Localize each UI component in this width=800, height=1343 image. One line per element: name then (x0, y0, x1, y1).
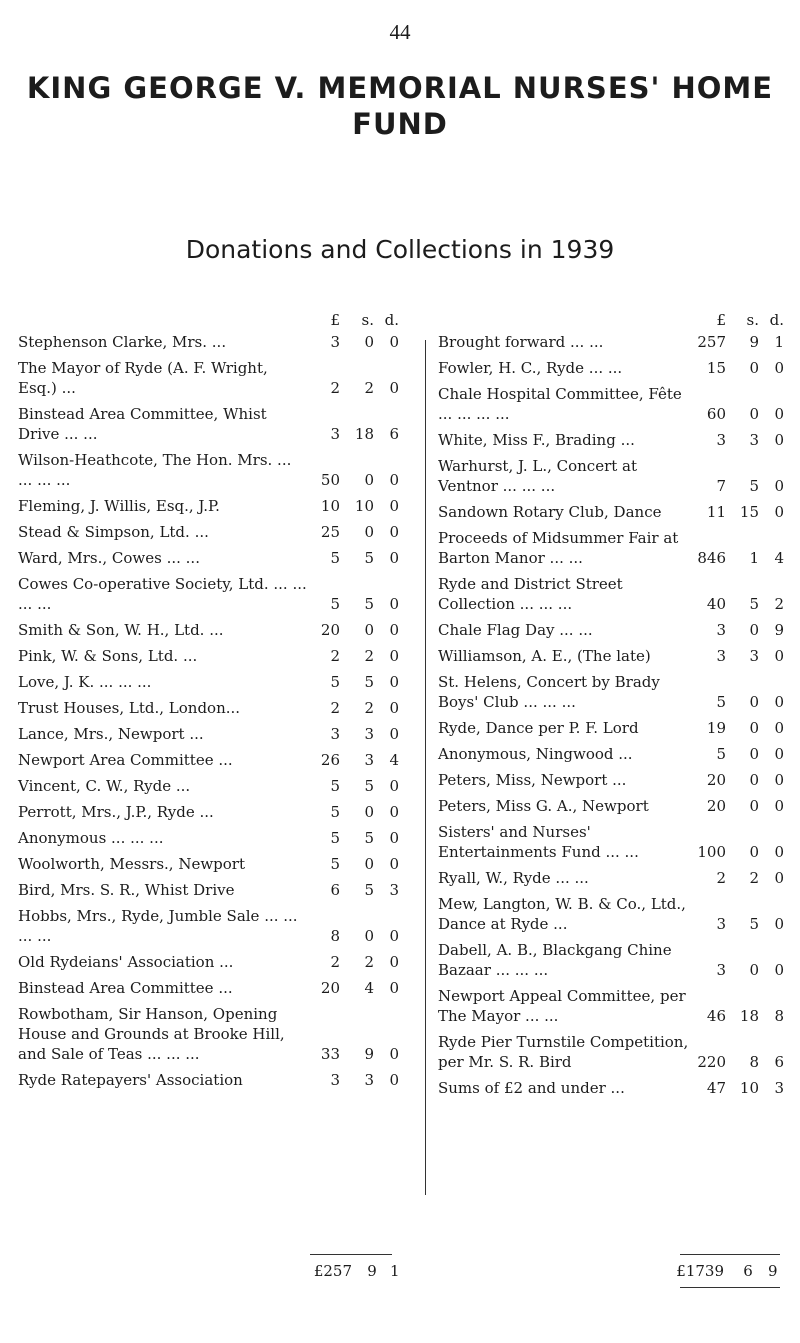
amount-pence: 1 (774, 333, 784, 351)
amount-pence: 0 (389, 1071, 399, 1089)
amount-pounds: 11 (706, 503, 726, 521)
amount-shillings: 0 (749, 693, 759, 711)
donor-name: Brought forward ... ... (438, 333, 604, 351)
amount-pounds: 5 (330, 549, 340, 567)
amount-pence: 0 (774, 359, 784, 377)
amount-pounds: 20 (706, 771, 726, 789)
amount-pence: 9 (774, 621, 784, 639)
donor-name: Ryde Ratepayers' Association (18, 1071, 243, 1089)
amount-shillings: 18 (354, 425, 374, 443)
donation-row (438, 940, 790, 980)
amount-shillings: 0 (364, 471, 374, 489)
amount-pounds: 3 (716, 915, 726, 933)
left-total-pounds: £257 (313, 1262, 352, 1280)
right-total-rule (680, 1254, 780, 1255)
right-column-header (438, 310, 790, 332)
donor-name: Sandown Rotary Club, Dance (438, 503, 662, 521)
amount-pounds: 257 (697, 333, 726, 351)
donor-name: Lance, Mrs., Newport ... (18, 725, 204, 743)
amount-shillings: 0 (364, 621, 374, 639)
amount-shillings: 0 (364, 333, 374, 351)
page-number: 44 (389, 20, 411, 44)
amount-shillings: 1 (749, 549, 759, 567)
amount-pounds: 8 (330, 927, 340, 945)
amount-pounds: 5 (330, 829, 340, 847)
amount-pounds: 25 (320, 523, 340, 541)
donation-row (18, 548, 411, 568)
amount-pounds: 5 (330, 595, 340, 613)
donation-row (18, 698, 411, 718)
right-total-shillings: 6 (743, 1262, 753, 1280)
donation-row (438, 796, 790, 816)
amount-shillings: 9 (364, 1045, 374, 1063)
amount-shillings: 5 (749, 477, 759, 495)
amount-pounds: 5 (330, 855, 340, 873)
amount-shillings: 0 (749, 621, 759, 639)
amount-pounds: 846 (697, 549, 726, 567)
amount-pounds: 2 (330, 699, 340, 717)
donation-row (438, 894, 790, 934)
amount-pence: 0 (774, 647, 784, 665)
donation-row (18, 450, 411, 490)
donor-name: Binstead Area Committee ... (18, 979, 233, 997)
amount-pence: 4 (774, 549, 784, 567)
right-total-underline (680, 1287, 780, 1288)
donor-name: Stephenson Clarke, Mrs. ... (18, 333, 227, 351)
amount-shillings: 0 (749, 745, 759, 763)
donor-name: St. Helens, Concert by Brady Boys' Club ... ... ... (438, 673, 660, 711)
donation-row (18, 906, 411, 946)
amount-shillings: 5 (364, 829, 374, 847)
donation-row (438, 456, 790, 496)
amount-pounds: 33 (320, 1045, 340, 1063)
donation-row (438, 744, 790, 764)
donation-row (438, 718, 790, 738)
donor-name: Vincent, C. W., Ryde ... (18, 777, 191, 795)
amount-pence: 0 (389, 595, 399, 613)
amount-shillings: 0 (364, 855, 374, 873)
title-line-2: FUND (352, 107, 448, 141)
amount-shillings: 0 (749, 961, 759, 979)
donation-row (438, 384, 790, 424)
donation-row (438, 574, 790, 614)
donation-row (18, 802, 411, 822)
amount-pence: 0 (774, 693, 784, 711)
amount-shillings: 2 (749, 869, 759, 887)
amount-pounds: 2 (330, 953, 340, 971)
pounds-header: £ (330, 311, 340, 329)
donation-row (438, 770, 790, 790)
amount-pence: 0 (774, 405, 784, 423)
amount-pence: 0 (389, 471, 399, 489)
donation-row (18, 574, 411, 614)
amount-shillings: 0 (749, 797, 759, 815)
amount-pounds: 15 (706, 359, 726, 377)
amount-pence: 0 (389, 979, 399, 997)
page-title (0, 70, 800, 142)
amount-pence: 0 (774, 869, 784, 887)
amount-shillings: 3 (749, 431, 759, 449)
amount-pence: 0 (389, 549, 399, 567)
left-total-pence: 1 (390, 1262, 400, 1280)
amount-pounds: 10 (320, 497, 340, 515)
amount-pence: 0 (774, 503, 784, 521)
amount-shillings: 5 (364, 549, 374, 567)
donation-row (18, 978, 411, 998)
donor-name: Mew, Langton, W. B. & Co., Ltd., Dance at Ryde ... (438, 895, 686, 933)
amount-shillings: 4 (364, 979, 374, 997)
donor-name: The Mayor of Ryde (A. F. Wright, Esq.) ... (18, 359, 268, 397)
amount-pounds: 20 (706, 797, 726, 815)
shillings-header: s. (361, 311, 374, 329)
donation-row (18, 332, 411, 352)
amount-pence: 0 (389, 777, 399, 795)
donation-row (438, 430, 790, 450)
amount-pence: 6 (774, 1053, 784, 1071)
amount-pounds: 3 (716, 961, 726, 979)
amount-pence: 0 (389, 333, 399, 351)
amount-pence: 4 (389, 751, 399, 769)
left-total (300, 1262, 400, 1280)
donor-name: Sisters' and Nurses' Entertainments Fund ... ... (438, 823, 639, 861)
amount-pence: 0 (389, 621, 399, 639)
amount-pounds: 5 (330, 673, 340, 691)
amount-pence: 0 (389, 803, 399, 821)
left-column-header (18, 310, 411, 332)
amount-shillings: 10 (739, 1079, 759, 1097)
donation-row (438, 646, 790, 666)
donor-name: Newport Area Committee ... (18, 751, 233, 769)
column-divider (425, 340, 426, 1195)
amount-pounds: 3 (716, 647, 726, 665)
donor-name: Peters, Miss, Newport ... (438, 771, 627, 789)
amount-shillings: 0 (364, 523, 374, 541)
page-subtitle: Donations and Collections in 1939 (185, 235, 615, 264)
donor-name: Bird, Mrs. S. R., Whist Drive (18, 881, 235, 899)
amount-shillings: 5 (749, 595, 759, 613)
amount-shillings: 5 (364, 673, 374, 691)
amount-pounds: 60 (706, 405, 726, 423)
amount-shillings: 0 (749, 843, 759, 861)
amount-pence: 0 (774, 431, 784, 449)
amount-pence: 0 (389, 855, 399, 873)
donation-row (438, 868, 790, 888)
donor-name: Fowler, H. C., Ryde ... ... (438, 359, 623, 377)
amount-pounds: 40 (706, 595, 726, 613)
donation-row (18, 522, 411, 542)
right-total (672, 1262, 778, 1280)
donations-left-column (18, 310, 411, 1096)
amount-pence: 0 (389, 725, 399, 743)
amount-shillings: 10 (354, 497, 374, 515)
amount-pounds: 7 (716, 477, 726, 495)
amount-pence: 0 (774, 797, 784, 815)
amount-shillings: 0 (749, 719, 759, 737)
amount-pence: 0 (774, 745, 784, 763)
donation-row (18, 952, 411, 972)
amount-shillings: 3 (364, 751, 374, 769)
amount-pence: 3 (389, 881, 399, 899)
amount-pounds: 220 (697, 1053, 726, 1071)
donation-row (18, 646, 411, 666)
donation-row (18, 724, 411, 744)
shillings-header: s. (746, 311, 759, 329)
amount-pence: 0 (774, 961, 784, 979)
donor-name: Peters, Miss G. A., Newport (438, 797, 649, 815)
amount-pounds: 3 (716, 621, 726, 639)
amount-shillings: 0 (749, 771, 759, 789)
donor-name: Ryde Pier Turnstile Competition, per Mr. S. R. Bird (438, 1033, 689, 1071)
amount-pence: 0 (389, 1045, 399, 1063)
donor-name: White, Miss F., Brading ... (438, 431, 635, 449)
amount-pounds: 5 (716, 745, 726, 763)
amount-pence: 0 (774, 477, 784, 495)
right-total-pence: 9 (768, 1262, 778, 1280)
left-total-rule (310, 1254, 392, 1255)
donation-row (18, 880, 411, 900)
donation-row (438, 822, 790, 862)
amount-pounds: 5 (330, 803, 340, 821)
left-total-shillings: 9 (367, 1262, 377, 1280)
amount-pounds: 3 (330, 1071, 340, 1089)
amount-pence: 0 (774, 771, 784, 789)
amount-shillings: 0 (364, 803, 374, 821)
amount-pounds: 100 (697, 843, 726, 861)
donation-row (438, 1078, 790, 1098)
amount-pence: 0 (389, 379, 399, 397)
donation-row (18, 672, 411, 692)
donation-row (438, 332, 790, 352)
amount-shillings: 8 (749, 1053, 759, 1071)
right-donation-list (438, 332, 790, 1098)
amount-pence: 8 (774, 1007, 784, 1025)
donation-row (18, 776, 411, 796)
donation-row (438, 986, 790, 1026)
amount-shillings: 15 (739, 503, 759, 521)
amount-pounds: 26 (320, 751, 340, 769)
donation-row (18, 358, 411, 398)
amount-shillings: 2 (364, 699, 374, 717)
donor-name: Proceeds of Midsummer Fair at Barton Manor ... ... (438, 529, 679, 567)
donor-name: Trust Houses, Ltd., London... (18, 699, 241, 717)
amount-pounds: 20 (320, 979, 340, 997)
donation-row (438, 1032, 790, 1072)
amount-shillings: 0 (749, 405, 759, 423)
amount-pence: 0 (389, 497, 399, 515)
donor-name: Old Rydeians' Association ... (18, 953, 234, 971)
amount-pence: 0 (774, 915, 784, 933)
donor-name: Williamson, A. E., (The late) (438, 647, 651, 665)
amount-pounds: 19 (706, 719, 726, 737)
donor-name: Dabell, A. B., Blackgang Chine Bazaar ... ... ... (438, 941, 672, 979)
amount-shillings: 0 (364, 927, 374, 945)
donor-name: Rowbotham, Sir Hanson, Opening House and Grounds at Brooke Hill, and Sale of Teas ... ... ... (18, 1005, 285, 1063)
donor-name: Woolworth, Messrs., Newport (18, 855, 245, 873)
donor-name: Hobbs, Mrs., Ryde, Jumble Sale ... ... ... ... (18, 907, 298, 945)
amount-pounds: 3 (330, 333, 340, 351)
amount-pounds: 3 (330, 425, 340, 443)
donation-row (18, 404, 411, 444)
donor-name: Anonymous, Ningwood ... (438, 745, 633, 763)
amount-pence: 2 (774, 595, 784, 613)
donor-name: Chale Flag Day ... ... (438, 621, 593, 639)
amount-shillings: 5 (364, 595, 374, 613)
amount-shillings: 9 (749, 333, 759, 351)
donation-row (18, 1004, 411, 1064)
pence-header: d. (384, 311, 399, 329)
amount-shillings: 3 (749, 647, 759, 665)
donation-row (18, 1070, 411, 1090)
amount-pence: 0 (389, 953, 399, 971)
amount-pence: 0 (389, 523, 399, 541)
amount-pounds: 5 (716, 693, 726, 711)
amount-pounds: 46 (706, 1007, 726, 1025)
amount-shillings: 2 (364, 647, 374, 665)
donor-name: Pink, W. & Sons, Ltd. ... (18, 647, 198, 665)
donation-row (438, 620, 790, 640)
donor-name: Ward, Mrs., Cowes ... ... (18, 549, 200, 567)
amount-pence: 0 (389, 673, 399, 691)
donor-name: Sums of £2 and under ... (438, 1079, 625, 1097)
amount-shillings: 2 (364, 953, 374, 971)
pence-header: d. (769, 311, 784, 329)
donor-name: Cowes Co-operative Society, Ltd. ... ... ... ... (18, 575, 307, 613)
amount-pence: 0 (774, 843, 784, 861)
amount-pounds: 3 (330, 725, 340, 743)
donation-row (18, 828, 411, 848)
donations-right-column (438, 310, 790, 1104)
donation-row (438, 502, 790, 522)
amount-shillings: 5 (364, 777, 374, 795)
donation-row (438, 528, 790, 568)
donation-row (18, 854, 411, 874)
donor-name: Stead & Simpson, Ltd. ... (18, 523, 209, 541)
donor-name: Smith & Son, W. H., Ltd. ... (18, 621, 224, 639)
amount-pounds: 47 (706, 1079, 726, 1097)
donor-name: Ryde, Dance per P. F. Lord (438, 719, 639, 737)
donor-name: Perrott, Mrs., J.P., Ryde ... (18, 803, 214, 821)
donor-name: Ryall, W., Ryde ... ... (438, 869, 589, 887)
amount-pounds: 5 (330, 777, 340, 795)
donor-name: Warhurst, J. L., Concert at Ventnor ... ... ... (438, 457, 638, 495)
amount-pence: 3 (774, 1079, 784, 1097)
amount-pence: 0 (389, 927, 399, 945)
donor-name: Fleming, J. Willis, Esq., J.P. (18, 497, 220, 515)
title-line-1: KING GEORGE V. MEMORIAL NURSES' HOME (26, 71, 774, 105)
amount-pence: 0 (389, 829, 399, 847)
donor-name: Wilson-Heathcote, The Hon. Mrs. ... ... ... ... (18, 451, 292, 489)
donation-row (18, 750, 411, 770)
left-donation-list (18, 332, 411, 1090)
pounds-header: £ (716, 311, 726, 329)
amount-pence: 0 (389, 699, 399, 717)
amount-shillings: 5 (749, 915, 759, 933)
amount-pounds: 20 (320, 621, 340, 639)
amount-pounds: 50 (320, 471, 340, 489)
amount-shillings: 5 (364, 881, 374, 899)
donor-name: Love, J. K. ... ... ... (18, 673, 152, 691)
right-total-pounds: £1739 (676, 1262, 724, 1280)
amount-shillings: 18 (739, 1007, 759, 1025)
amount-pounds: 6 (330, 881, 340, 899)
donor-name: Anonymous ... ... ... (18, 829, 164, 847)
amount-pounds: 2 (716, 869, 726, 887)
amount-pounds: 2 (330, 379, 340, 397)
amount-pence: 0 (774, 719, 784, 737)
amount-pence: 0 (389, 647, 399, 665)
amount-shillings: 3 (364, 1071, 374, 1089)
amount-shillings: 0 (749, 359, 759, 377)
amount-pounds: 2 (330, 647, 340, 665)
donation-row (438, 358, 790, 378)
amount-pounds: 3 (716, 431, 726, 449)
donation-row (18, 496, 411, 516)
donor-name: Newport Appeal Committee, per The Mayor ... ... (438, 987, 686, 1025)
donor-name: Binstead Area Committee, Whist Drive ... ... (18, 405, 267, 443)
amount-shillings: 2 (364, 379, 374, 397)
donation-row (18, 620, 411, 640)
donor-name: Chale Hospital Committee, Fête ... ... ... ... (438, 385, 682, 423)
donor-name: Ryde and District Street Collection ... ... ... (438, 575, 623, 613)
donation-row (438, 672, 790, 712)
amount-pence: 6 (389, 425, 399, 443)
amount-shillings: 3 (364, 725, 374, 743)
